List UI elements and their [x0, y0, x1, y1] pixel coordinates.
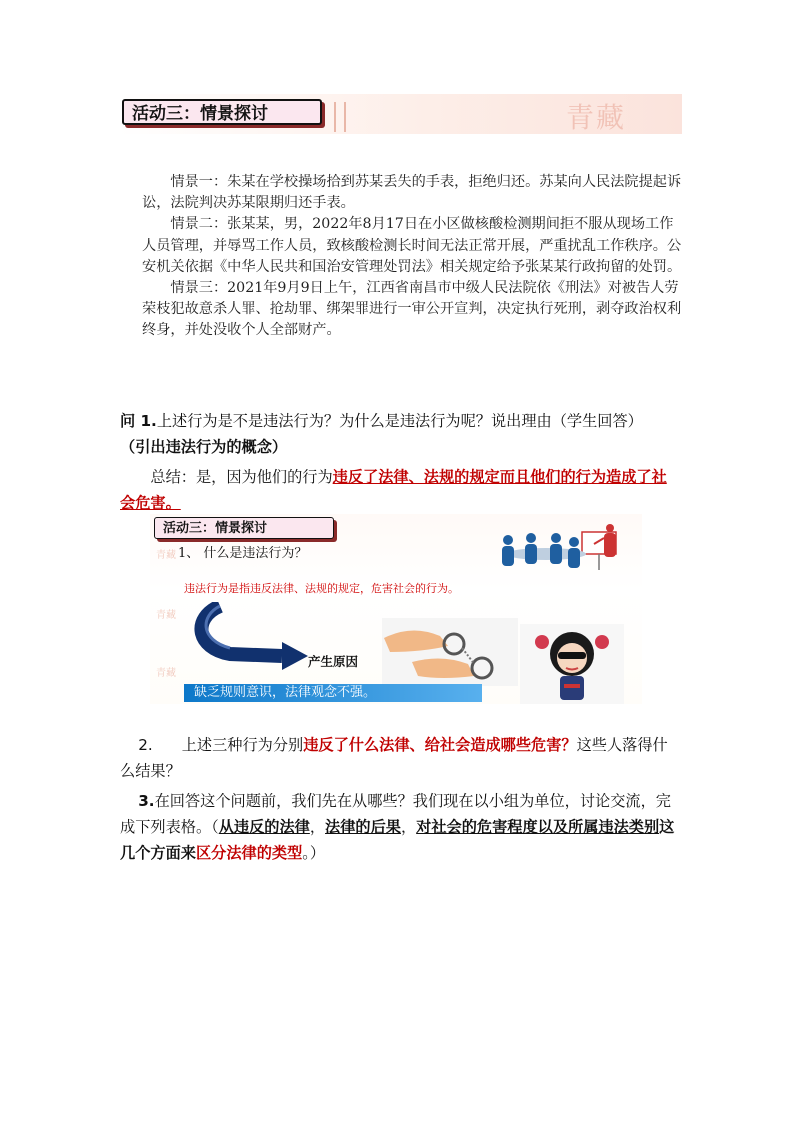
scene-text: [142, 172, 682, 342]
question-1: [120, 408, 680, 460]
separator: ，: [400, 818, 417, 836]
question-3-classify: 区分法律的类型: [195, 844, 303, 862]
summary-highlight: 违反了法律、法规的规定而且他们的行为造成了社会危害。: [120, 468, 667, 512]
stamp-watermark: 青藏: [566, 101, 627, 134]
meeting-people-icon: [486, 520, 636, 576]
question-3-law-violated: 从违反的法律: [218, 818, 310, 836]
reason-bar: 缺乏规则意识，法律观念不强。: [184, 684, 482, 702]
definition-slide: [150, 514, 642, 704]
question-1-number: 问 1.: [120, 412, 157, 430]
question-1-sub: （引出违法行为的概念）: [120, 438, 288, 456]
question-2-number: 2.: [138, 736, 153, 754]
question-1-text: 上述行为是不是违法行为？为什么是违法行为呢？说出理由（学生回答）: [156, 412, 643, 430]
question-3-legal-consequence: 法律的后果: [325, 818, 401, 836]
question-3-end: 。）: [302, 844, 326, 862]
scene-two: 情景二：张某某，男，2022年8月17日在小区做核酸检测期间拒不服从现场工作人员管理，并辱骂工作人员，致核酸检测长时间无法正常开展，严重扰乱工作秩序。公安机关依据《中华人民共和国治安管理处罚法》相关规定给予张某某行政拘留的处罚。: [142, 216, 682, 275]
watermark: 青藏: [156, 550, 176, 561]
definition-text: 违法行为是指违反法律、法规的规定，危害社会的行为。: [184, 582, 459, 595]
watermark: 青藏: [156, 610, 176, 621]
decor-line: [334, 102, 336, 132]
question-3-social-harm: 对社会的危害程度以及所属违法类别: [416, 818, 660, 836]
activity-title: 活动三：情景探讨: [154, 517, 334, 539]
activity-title: 活动三：情景探讨: [122, 99, 322, 125]
question-2-highlight: 违反了什么法律、给社会造成哪些危害？: [303, 736, 577, 754]
decor-line: [344, 102, 346, 132]
definition-question: 1、 什么是违法行为？: [178, 546, 308, 561]
question-3: [120, 788, 680, 866]
summary-prefix: 总结：是，因为他们的行为: [150, 468, 333, 486]
cause-label: 产生原因: [308, 654, 359, 669]
question-2: [120, 732, 680, 784]
summary: [120, 464, 680, 516]
question-2-suffix: 这些人落得什么结果？: [120, 736, 668, 780]
question-2-prefix: 上述三种行为分别: [181, 736, 304, 754]
separator: ，: [309, 818, 326, 836]
scenario-slide: [118, 94, 682, 394]
question-3-text: 在回答这个问题前，我们先在从哪些？我们现在以小组为单位，讨论交流，完成下列表格。（: [120, 792, 671, 836]
question-3-number: 3.: [138, 792, 155, 810]
police-girl-icon: [520, 624, 624, 704]
watermark: 青藏: [156, 668, 176, 679]
curved-arrow-icon: [190, 602, 310, 674]
question-3-middle: 这几个方面来: [120, 818, 675, 862]
scene-three: 情景三：2021年9月9日上午，江西省南昌市中级人民法院依《刑法》对被告人劳荣枝犯故意杀人罪、抢劫罪、绑架罪进行一审公开宣判，决定执行死刑，剥夺政治权利终身，并处没收个人全部财产。: [142, 280, 682, 339]
scene-one: 情景一：朱某在学校操场拾到苏某丢失的手表，拒绝归还。苏某向人民法院提起诉讼，法院判决苏某限期归还手表。: [142, 174, 682, 212]
handcuffs-icon: [382, 618, 518, 686]
